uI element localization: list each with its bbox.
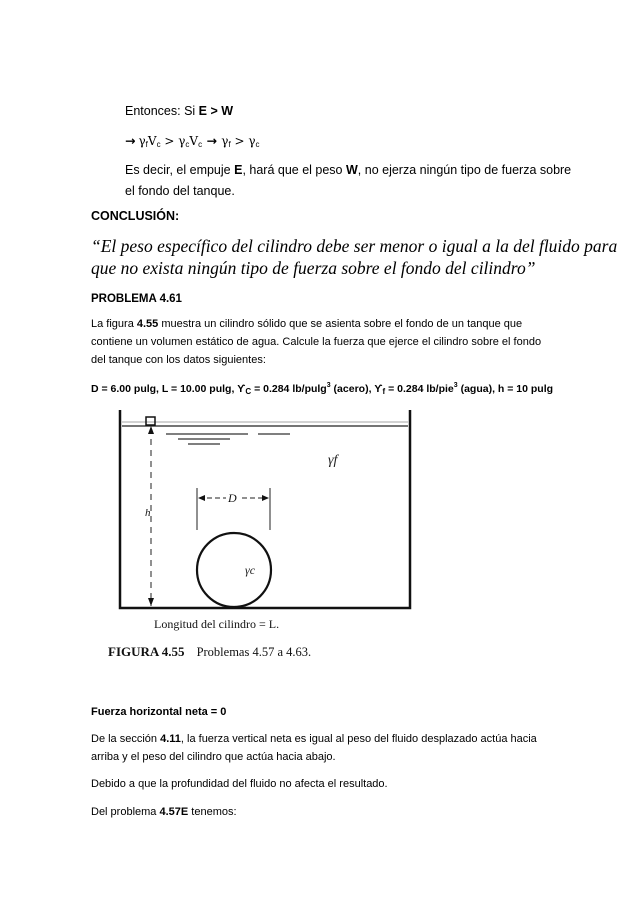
subscript: c xyxy=(255,140,260,149)
text: tenemos: xyxy=(188,806,237,818)
gamma-f-label: γf xyxy=(328,453,338,468)
text: Es decir, el empuje xyxy=(125,163,235,177)
surface-marker xyxy=(146,417,155,425)
arrow-up-icon xyxy=(148,426,154,434)
inequality-line xyxy=(125,133,260,149)
volume-symbol: V xyxy=(189,134,199,148)
subscript: f xyxy=(382,387,386,396)
bold-e: E xyxy=(234,163,243,177)
figure-caption xyxy=(108,644,311,659)
h-label: h xyxy=(145,507,151,519)
subscript: f xyxy=(228,140,231,149)
subscript: c xyxy=(198,140,203,149)
arrow-right-icon xyxy=(262,495,269,501)
subscript: C xyxy=(245,387,252,396)
arrow-left-icon xyxy=(198,495,205,501)
text: muestra un cilindro sólido que se asienta sobre el fondo de un tanque que xyxy=(158,318,523,330)
text: De la sección xyxy=(91,733,161,745)
d-label: D xyxy=(228,491,237,505)
tank-wall xyxy=(120,410,410,608)
gamma-symbol: ϒ xyxy=(374,383,383,395)
cylinder xyxy=(197,533,271,607)
tank-diagram xyxy=(108,402,448,670)
problem-heading: PROBLEMA 4.61 xyxy=(91,293,182,305)
figure-4-55 xyxy=(108,402,448,670)
operator: > xyxy=(230,134,249,148)
horizontal-force-heading: Fuerza horizontal neta = 0 xyxy=(91,706,227,718)
gamma-symbol: γ xyxy=(248,134,256,148)
section-paragraph-line2: arriba y el peso del cilindro que actúa hacia abajo. xyxy=(91,751,336,763)
gamma-symbol: γ xyxy=(221,134,229,148)
problem-paragraph-line3: del tanque con los datos siguientes: xyxy=(91,354,266,366)
text: (agua), h = 10 pulg xyxy=(457,383,554,395)
figure-caption-number: FIGURA 4.55 xyxy=(108,644,185,659)
es-decir-line xyxy=(125,163,571,177)
text: D = 6.00 pulg, L = 10.00 pulg, xyxy=(91,383,238,395)
text: = 0.284 lb/pulg xyxy=(251,383,327,395)
bold-w: W xyxy=(345,163,358,177)
subscript: c xyxy=(185,140,190,149)
entonces-line xyxy=(125,104,233,118)
depth-note: Debido a que la profundidad del fluido no afecta el resultado. xyxy=(91,778,388,790)
conclusion-quote-line2: que no exista ningún tipo de fuerza sobre el fondo del cilindro” xyxy=(91,258,536,278)
section-paragraph-line1 xyxy=(91,733,537,745)
text: , hará que el peso xyxy=(242,163,346,177)
length-caption: Longitud del cilindro = L. xyxy=(154,617,280,631)
problem-ref: 4.57E xyxy=(159,806,189,818)
es-decir-line-2: el fondo del tanque. xyxy=(125,184,235,198)
problem-paragraph-line1 xyxy=(91,318,522,330)
e-greater-w: E > W xyxy=(198,104,234,118)
arrow-down-icon xyxy=(148,598,154,606)
volume-symbol: V xyxy=(147,134,157,148)
text: (acero), xyxy=(330,383,375,395)
gamma-symbol: ϒ xyxy=(237,383,246,395)
gamma-symbol: γ xyxy=(138,134,146,148)
superscript: 3 xyxy=(453,382,458,389)
text: , no ejerza ningún tipo de fuerza sobre xyxy=(357,163,572,177)
figure-ref: 4.55 xyxy=(136,318,159,330)
subscript: f xyxy=(145,140,148,149)
figure-caption-text: Problemas 4.57 a 4.63. xyxy=(196,645,312,659)
text: , la fuerza vertical neta es igual al peso del fluido desplazado actúa hacia xyxy=(180,733,537,745)
problem-data-line xyxy=(91,382,553,396)
operator: > xyxy=(160,134,179,148)
problem-paragraph-line2: contiene un volumen estático de agua. Calcule la fuerza que ejerce el cilindro sobre el fondo xyxy=(91,336,542,348)
text: La figura xyxy=(91,318,137,330)
gamma-symbol: γ xyxy=(178,134,186,148)
conclusion-quote-line1: “El peso específico del cilindro debe ser menor o igual a la del fluido para xyxy=(91,236,618,256)
conclusion-heading: CONCLUSIÓN: xyxy=(91,209,180,223)
arrow-right-icon: → xyxy=(202,133,222,148)
problem-ref-line xyxy=(91,806,237,818)
entonces-text: Entonces: Si xyxy=(125,104,199,118)
section-ref: 4.11 xyxy=(160,733,181,745)
subscript: c xyxy=(156,140,161,149)
text: Del problema xyxy=(91,806,160,818)
text: = 0.284 lb/pie xyxy=(385,383,454,395)
arrow-right-icon: → xyxy=(125,133,136,148)
gamma-c-label: γc xyxy=(245,563,256,577)
superscript: 3 xyxy=(326,382,331,389)
